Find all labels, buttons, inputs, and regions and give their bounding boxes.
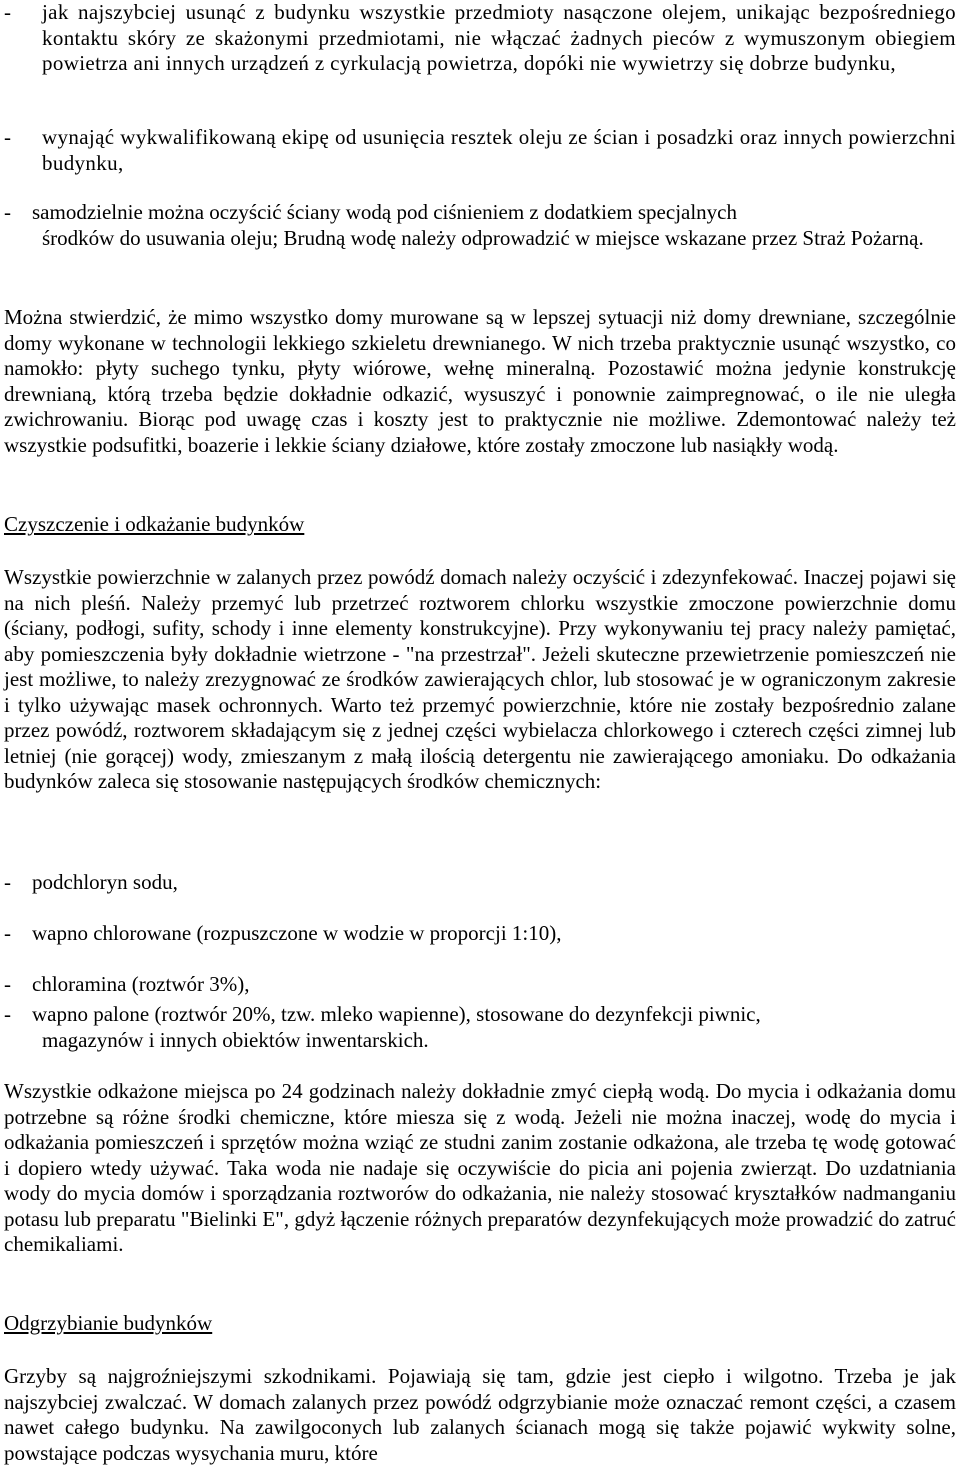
list-dash: -: [4, 1002, 11, 1026]
chemical-list-item: [4, 972, 250, 998]
chemical-text: podchloryn sodu,: [32, 870, 178, 894]
list-item-first-line: samodzielnie można oczyścić ściany wodą pod ciśnieniem z dodatkiem specjalnych: [32, 200, 738, 224]
list-dash: -: [4, 972, 11, 996]
chemical-first-line: wapno palone (roztwór 20%, tzw. mleko wapienne), stosowane do dezynfekcji piwnic,: [32, 1002, 761, 1026]
list-dash: -: [4, 870, 11, 894]
chemical-text: chloramina (roztwór 3%),: [32, 972, 250, 996]
chemical-text: [4, 1002, 956, 1053]
list-dash: -: [4, 200, 11, 224]
chemical-continuation: magazynów i innych obiektów inwentarskich.: [42, 1027, 429, 1052]
section-body-fungus: Grzyby są najgroźniejszymi szkodnikami. Pojawiają się tam, gdzie jest ciepło i wilgotno. Trzeba je jak najszybciej zwalczać. W domach zalanych przez powódź odgrzybianie może oznaczać remont części, a czasem nawet całego budynku. Na zawilgoconych lub zalanych ścianach mogą się także pojawić wykwity solne, powstające podczas wysychania muru, które: [4, 1364, 956, 1465]
list-item: [4, 0, 956, 77]
section-heading-cleaning: Czyszczenie i odkażanie budynków: [4, 512, 305, 536]
list-item-text: wynająć wykwalifikowaną ekipę od usunięcia resztek oleju ze ścian i posadzki oraz innych powierzchni budynku,: [42, 125, 956, 175]
list-item-continuation: środków do usuwania oleju; Brudną wodę należy odprowadzić w miejsce wskazane przez Straż Pożarną.: [42, 225, 924, 250]
section-heading-fungus: Odgrzybianie budynków: [4, 1311, 213, 1335]
list-item: [4, 200, 956, 251]
list-item: [4, 125, 956, 176]
list-dash: -: [4, 125, 11, 149]
paragraph: Można stwierdzić, że mimo wszystko domy murowane są w lepszej sytuacji niż domy drewniane, szczególnie domy wykonane w technologii lekkiego szkieletu drewnianego. W nich trzeba praktycznie usunąć wszystko, co namokło: płyty suchego tynku, płyty wiórowe, wełnę mineralną. Pozostawić można jedynie konstrukcję drewnianą, którą trzeba będzie dokładnie odkazić, wysuszyć i ponownie zaimpregnować, o ile nie uległa zwichrowaniu. Biorąc pod uwagę czas i koszty jest to praktycznie nie możliwe. Zdemontować należy też wszystkie podsufitki, boazerie i lekkie ściany działowe, które zostały zmoczone lub nasiąkły wodą.: [4, 305, 956, 457]
list-item-text: [4, 200, 956, 251]
chemical-list-item: [4, 921, 561, 947]
section-after-paragraph: Wszystkie odkażone miejsca po 24 godzinach należy dokładnie zmyć ciepłą wodą. Do mycia i odkażania domu potrzebne są różne środki chemiczne, które miesza się z wodą. Jeżeli nie można inaczej, wodę do mycia i odkażania pomieszczeń i sprzętów można wziąć ze studni zanim zostanie odkażona, ale trzeba tę wodę gotować i dopiero wtedy używać. Taka woda nie nadaje się oczywiście do picia ani pojenia zwierząt. Do uzdatniania wody do mycia domów i sporządzania roztworów do odkażania, nie należy stosować kryształków nadmanganiu potasu lub preparatu "Bielinki E", gdyż łączenie różnych preparatów dezynfekujących może prowadzić do zatruć chemikaliami.: [4, 1079, 956, 1256]
list-dash: -: [4, 0, 11, 24]
chemical-list-item: [4, 870, 178, 896]
list-dash: -: [4, 921, 11, 945]
section-body-cleaning: Wszystkie powierzchnie w zalanych przez powódź domach należy oczyścić i zdezynfekować. Inaczej pojawi się na nich pleśń. Należy przemyć lub przetrzeć roztworem chlorku wszystkie zmoczone powierzchnie domu (ściany, podłogi, sufity, schody i inne elementy konstrukcyjne). Przy wykonywaniu tej pracy należy pamiętać, aby pomieszczenia były dokładnie wietrzone - "na przestrzał". Jeżeli skuteczne przewietrzenie pomieszczeń nie jest możliwe, to należy zrezygnować ze środków zawierających chlor, lub stosować je w ograniczonym zakresie i tylko używając masek ochronnych. Warto też przemyć powierzchnie, które nie zostały bezpośrednio zalane przez powódź, roztworem składającym się z jednej części wybielacza chlorkowego i czterech części zimnej lub letniej (nie gorącej) wody, zmieszanym z małą ilością detergentu nie zawierającego amoniaku. Do odkażania budynków zaleca się stosowanie następujących środków chemicznych:: [4, 565, 956, 793]
list-item-text: jak najszybciej usunąć z budynku wszystkie przedmioty nasączone olejem, unikając bezpośredniego kontaktu skóry ze skażonymi przedmiotami, nie włączać żadnych pieców z wymuszonym obiegiem powietrza ani innych urządzeń z cyrkulacją powietrza, dopóki nie wywietrzy się dobrze budynku,: [42, 0, 956, 75]
chemical-text: wapno chlorowane (rozpuszczone w wodzie w proporcji 1:10),: [32, 921, 562, 945]
chemical-list-item: [4, 1002, 956, 1053]
